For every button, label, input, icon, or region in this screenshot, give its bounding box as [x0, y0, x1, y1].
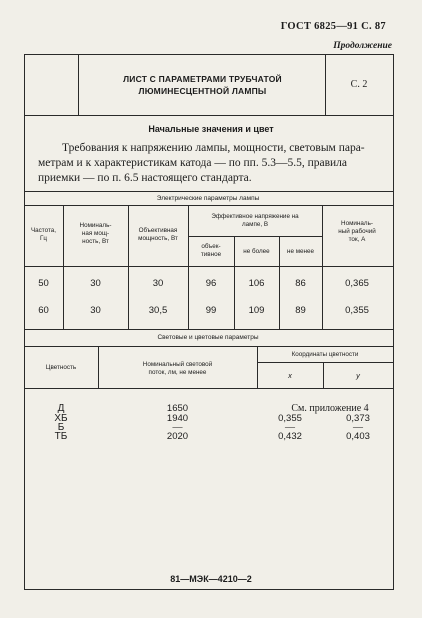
cell-flux: —	[172, 422, 183, 433]
title-bottom-rule	[24, 115, 393, 116]
cell-x: 0,355	[278, 413, 302, 424]
table1-voltage-subrule	[188, 236, 323, 237]
table-row	[0, 431, 422, 442]
cell-frequency: 60	[38, 305, 49, 316]
col-header-frequency: Частота, Гц	[30, 227, 57, 242]
table1-header-rule	[24, 266, 393, 267]
continuation-label: Продолжение	[333, 41, 392, 51]
cell-voltage-max: 106	[248, 278, 265, 289]
col-header-voltage-objective: объек- тивное	[200, 243, 222, 258]
col-header-voltage-min: не менее	[286, 248, 315, 255]
sheet-title-line2: ЛЮМИНЕСЦЕНТНОЙ ЛАМПЫ	[138, 86, 267, 96]
table2-caption-rule	[24, 346, 393, 347]
col-header-x: x	[288, 371, 292, 380]
table2-top-rule	[24, 329, 393, 330]
cell-y: 0,373	[346, 413, 370, 424]
col-header-voltage-max: не более	[243, 248, 270, 255]
col-header-nominal-power: Номиналь- ная мощ- ность, Вт	[79, 222, 112, 245]
cell-x: 0,432	[278, 431, 302, 442]
cell-flux: 2020	[166, 431, 189, 442]
col-header-y: y	[356, 371, 360, 380]
cell-voltage-objective: 96	[205, 278, 217, 289]
paragraph-line: Требования к напряжению лампы, мощности, световым пара-	[62, 142, 365, 154]
cell-current: 0,365	[345, 278, 369, 289]
table2-header-rule	[24, 388, 393, 389]
cell-color: ХБ	[54, 413, 68, 424]
cell-y: —	[353, 422, 363, 433]
table-row	[0, 278, 422, 292]
table2-caption: Световые и цветовые параметры	[157, 334, 259, 341]
sheet-page-code: С. 2	[350, 79, 368, 90]
paragraph-line: приемки — по п. 6.5 настоящего стандарта.	[38, 172, 252, 184]
cell-color: Д	[57, 403, 65, 414]
cell-current: 0,355	[345, 305, 369, 316]
table1-caption: Электрические параметры лампы	[156, 195, 260, 202]
col-header-color: Цветность	[45, 364, 77, 371]
cell-flux: 1650	[166, 403, 189, 414]
cell-x: См. приложение 4	[291, 403, 369, 414]
cell-flux: 1940	[166, 413, 189, 424]
cell-x: —	[285, 422, 295, 433]
cell-color: ТБ	[54, 431, 68, 442]
paragraph-line: метрам и к характеристикам катода — по пп. 5.3—5.5, правила	[38, 157, 348, 169]
col-header-objective-power: Объективная мощность, Вт	[138, 227, 178, 242]
requirements-paragraph	[38, 141, 386, 186]
sheet-frame	[24, 54, 394, 590]
cell-y: 0,403	[346, 431, 370, 442]
cell-nominal-power: 30	[90, 305, 101, 316]
cell-voltage-max: 109	[248, 305, 265, 316]
cell-voltage-min: 86	[295, 278, 306, 289]
table1-top-rule	[24, 191, 393, 192]
page-header: ГОСТ 6825—91 С. 87	[280, 21, 386, 32]
col-header-flux: Номинальный световой поток, лм, не менее	[142, 361, 213, 376]
footer-code: 81—МЭК—4210—2	[170, 574, 252, 584]
section-heading: Начальные значения и цвет	[148, 124, 274, 134]
sheet-title	[90, 73, 315, 97]
table1-caption-rule	[24, 205, 393, 206]
cell-objective-power: 30,5	[148, 305, 168, 316]
cell-frequency: 50	[38, 278, 49, 289]
left-margin-line	[78, 54, 79, 116]
cell-color: Б	[57, 422, 65, 433]
col-header-current: Номиналь- ный рабочий ток, А	[338, 220, 376, 243]
col-header-coordinates: Координаты цветности	[291, 351, 359, 358]
cell-objective-power: 30	[152, 278, 164, 289]
table2-coords-subrule	[257, 362, 393, 363]
table-row	[0, 305, 422, 319]
cell-nominal-power: 30	[90, 278, 101, 289]
cell-voltage-min: 89	[295, 305, 306, 316]
col-header-voltage-group: Эффективное напряжение на лампе, В	[211, 213, 299, 228]
sheet-title-line1: ЛИСТ С ПАРАМЕТРАМИ ТРУБЧАТОЙ	[123, 74, 282, 84]
cell-voltage-objective: 99	[205, 305, 217, 316]
